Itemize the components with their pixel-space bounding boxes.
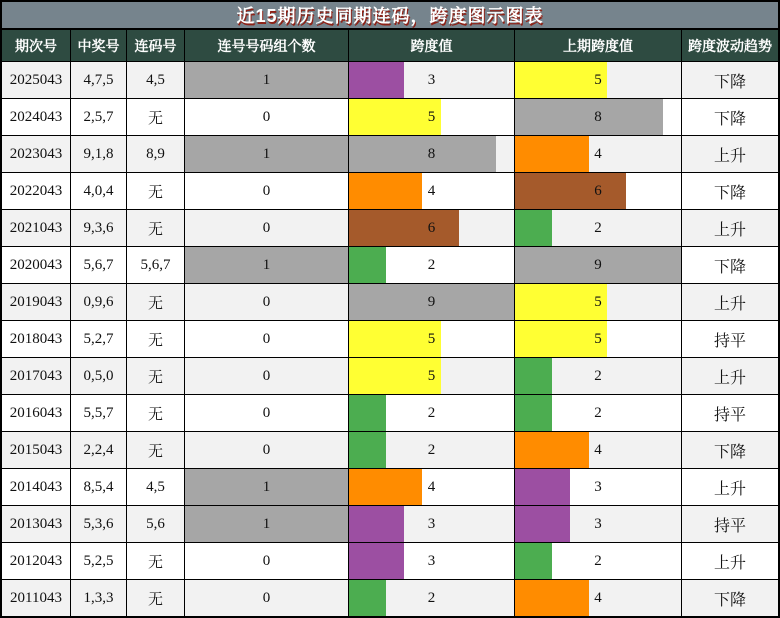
span-value: 8 — [427, 145, 436, 162]
cell-period: 2020043 — [2, 247, 70, 283]
cell-trend: 下降 — [682, 432, 778, 468]
cell-period: 2022043 — [2, 173, 70, 209]
prev-span-value-bar — [515, 136, 589, 172]
cell-span-value — [349, 469, 514, 505]
cell-period: 2019043 — [2, 284, 70, 320]
cell-trend: 下降 — [682, 247, 778, 283]
col-header-consecutive: 连码号 — [127, 30, 184, 61]
cell-trend: 持平 — [682, 506, 778, 542]
prev-span-value-bar — [515, 173, 626, 209]
cell-prev-span-value — [515, 358, 681, 394]
cell-prev-span-value — [515, 395, 681, 431]
span-value: 3 — [427, 552, 436, 569]
cell-period: 2024043 — [2, 99, 70, 135]
span-value-bar — [349, 395, 386, 431]
prev-span-value: 5 — [594, 293, 602, 310]
cell-win-numbers: 5,5,7 — [71, 395, 126, 431]
group-count-value: 0 — [262, 552, 271, 569]
prev-span-value-bar — [515, 395, 552, 431]
cell-win-numbers: 8,5,4 — [71, 469, 126, 505]
cell-prev-span-value — [515, 580, 681, 616]
group-count-value: 0 — [262, 404, 271, 421]
prev-span-value-bar — [515, 99, 663, 135]
cell-group-count — [185, 395, 348, 431]
cell-trend: 上升 — [682, 284, 778, 320]
cell-win-numbers: 5,6,7 — [71, 247, 126, 283]
group-count-value: 1 — [262, 478, 271, 495]
span-value-bar — [349, 469, 422, 505]
cell-period: 2023043 — [2, 136, 70, 172]
cell-span-value — [349, 99, 514, 135]
span-value-bar — [349, 173, 422, 209]
span-value: 2 — [427, 404, 436, 421]
cell-period: 2025043 — [2, 62, 70, 98]
cell-trend: 持平 — [682, 395, 778, 431]
span-value: 5 — [427, 367, 436, 384]
prev-span-value: 2 — [594, 404, 602, 421]
cell-consecutive-numbers: 无 — [127, 395, 184, 431]
data-table — [2, 30, 778, 616]
span-value: 3 — [427, 515, 436, 532]
group-count-value: 1 — [262, 515, 271, 532]
span-value-bar — [349, 62, 404, 98]
prev-span-value-bar — [515, 210, 552, 246]
cell-span-value — [349, 432, 514, 468]
cell-win-numbers: 1,3,3 — [71, 580, 126, 616]
cell-group-count — [185, 432, 348, 468]
group-count-value: 0 — [262, 441, 271, 458]
span-value-bar — [349, 543, 404, 579]
span-value-bar — [349, 580, 386, 616]
col-header-win-numbers: 中奖号 — [71, 30, 126, 61]
prev-span-value: 5 — [594, 330, 602, 347]
cell-period: 2016043 — [2, 395, 70, 431]
cell-trend: 下降 — [682, 62, 778, 98]
cell-group-count — [185, 469, 348, 505]
group-count-value: 0 — [262, 108, 271, 125]
cell-group-count — [185, 506, 348, 542]
cell-group-count — [185, 173, 348, 209]
span-value: 2 — [427, 589, 436, 606]
cell-group-count — [185, 247, 348, 283]
cell-group-count — [185, 321, 348, 357]
cell-prev-span-value — [515, 543, 681, 579]
span-value-bar — [349, 247, 386, 283]
cell-span-value — [349, 543, 514, 579]
cell-group-count — [185, 99, 348, 135]
group-count-value: 0 — [262, 330, 271, 347]
cell-consecutive-numbers: 8,9 — [127, 136, 184, 172]
cell-group-count — [185, 284, 348, 320]
cell-prev-span-value — [515, 136, 681, 172]
cell-consecutive-numbers: 无 — [127, 173, 184, 209]
prev-span-value: 2 — [594, 552, 602, 569]
cell-prev-span-value — [515, 506, 681, 542]
group-count-value: 0 — [262, 182, 271, 199]
cell-trend: 上升 — [682, 543, 778, 579]
prev-span-value: 6 — [594, 182, 602, 199]
cell-win-numbers: 2,2,4 — [71, 432, 126, 468]
cell-consecutive-numbers: 无 — [127, 321, 184, 357]
cell-consecutive-numbers: 无 — [127, 543, 184, 579]
cell-period: 2013043 — [2, 506, 70, 542]
prev-span-value: 2 — [594, 367, 602, 384]
span-value-bar — [349, 432, 386, 468]
span-value: 5 — [427, 108, 436, 125]
span-value: 6 — [427, 219, 436, 236]
span-value: 4 — [427, 182, 436, 199]
col-header-trend: 跨度波动趋势 — [682, 30, 778, 61]
cell-span-value — [349, 210, 514, 246]
cell-win-numbers: 9,1,8 — [71, 136, 126, 172]
cell-group-count — [185, 136, 348, 172]
cell-trend: 上升 — [682, 358, 778, 394]
cell-win-numbers: 5,2,7 — [71, 321, 126, 357]
cell-consecutive-numbers: 5,6,7 — [127, 247, 184, 283]
cell-win-numbers: 5,2,5 — [71, 543, 126, 579]
cell-span-value — [349, 358, 514, 394]
cell-win-numbers: 0,5,0 — [71, 358, 126, 394]
cell-group-count — [185, 210, 348, 246]
cell-period: 2021043 — [2, 210, 70, 246]
span-value: 2 — [427, 441, 436, 458]
cell-consecutive-numbers: 4,5 — [127, 469, 184, 505]
prev-span-value-bar — [515, 506, 570, 542]
col-header-span-value: 跨度值 — [349, 30, 514, 61]
cell-span-value — [349, 62, 514, 98]
cell-span-value — [349, 247, 514, 283]
prev-span-value: 4 — [594, 589, 602, 606]
span-value: 2 — [427, 256, 436, 273]
span-value: 9 — [427, 293, 436, 310]
prev-span-value-bar — [515, 543, 552, 579]
cell-trend: 上升 — [682, 136, 778, 172]
cell-trend: 下降 — [682, 580, 778, 616]
cell-period: 2015043 — [2, 432, 70, 468]
prev-span-value: 9 — [594, 256, 602, 273]
prev-span-value: 2 — [594, 219, 602, 236]
cell-group-count — [185, 543, 348, 579]
cell-period: 2018043 — [2, 321, 70, 357]
cell-span-value — [349, 173, 514, 209]
cell-prev-span-value — [515, 284, 681, 320]
cell-trend: 上升 — [682, 469, 778, 505]
cell-span-value — [349, 321, 514, 357]
group-count-value: 1 — [262, 71, 271, 88]
span-value: 5 — [427, 330, 436, 347]
prev-span-value-bar — [515, 469, 570, 505]
span-value: 3 — [427, 71, 436, 88]
prev-span-value: 4 — [594, 441, 602, 458]
group-count-value: 0 — [262, 367, 271, 384]
cell-consecutive-numbers: 无 — [127, 99, 184, 135]
cell-trend: 持平 — [682, 321, 778, 357]
cell-consecutive-numbers: 无 — [127, 432, 184, 468]
span-value-bar — [349, 210, 459, 246]
col-header-prev-span: 上期跨度值 — [515, 30, 681, 61]
cell-span-value — [349, 136, 514, 172]
col-header-period: 期次号 — [2, 30, 70, 61]
group-count-value: 0 — [262, 589, 271, 606]
cell-trend: 上升 — [682, 210, 778, 246]
prev-span-value-bar — [515, 358, 552, 394]
prev-span-value: 8 — [594, 108, 602, 125]
group-count-value: 1 — [262, 145, 271, 162]
span-value-bar — [349, 506, 404, 542]
cell-consecutive-numbers: 4,5 — [127, 62, 184, 98]
prev-span-value: 3 — [594, 478, 602, 495]
cell-trend: 下降 — [682, 99, 778, 135]
cell-group-count — [185, 62, 348, 98]
cell-consecutive-numbers: 无 — [127, 210, 184, 246]
cell-consecutive-numbers: 无 — [127, 358, 184, 394]
cell-win-numbers: 0,9,6 — [71, 284, 126, 320]
col-header-group-count: 连号号码组个数 — [185, 30, 348, 61]
cell-prev-span-value — [515, 210, 681, 246]
cell-win-numbers: 4,7,5 — [71, 62, 126, 98]
group-count-value: 0 — [262, 219, 271, 236]
cell-prev-span-value — [515, 173, 681, 209]
prev-span-value: 5 — [594, 71, 602, 88]
cell-period: 2011043 — [2, 580, 70, 616]
cell-prev-span-value — [515, 432, 681, 468]
span-value-bar — [349, 136, 496, 172]
prev-span-value-bar — [515, 432, 589, 468]
span-value: 4 — [427, 478, 436, 495]
group-count-value: 0 — [262, 293, 271, 310]
cell-consecutive-numbers: 5,6 — [127, 506, 184, 542]
cell-consecutive-numbers: 无 — [127, 580, 184, 616]
cell-prev-span-value — [515, 99, 681, 135]
cell-span-value — [349, 284, 514, 320]
cell-prev-span-value — [515, 247, 681, 283]
cell-group-count — [185, 580, 348, 616]
cell-win-numbers: 4,0,4 — [71, 173, 126, 209]
cell-trend: 下降 — [682, 173, 778, 209]
prev-span-value: 3 — [594, 515, 602, 532]
cell-prev-span-value — [515, 62, 681, 98]
cell-consecutive-numbers: 无 — [127, 284, 184, 320]
cell-span-value — [349, 580, 514, 616]
cell-win-numbers: 5,3,6 — [71, 506, 126, 542]
cell-prev-span-value — [515, 469, 681, 505]
group-count-value: 1 — [262, 256, 271, 273]
prev-span-value-bar — [515, 580, 589, 616]
cell-win-numbers: 9,3,6 — [71, 210, 126, 246]
cell-win-numbers: 2,5,7 — [71, 99, 126, 135]
cell-group-count — [185, 358, 348, 394]
cell-span-value — [349, 506, 514, 542]
cell-prev-span-value — [515, 321, 681, 357]
prev-span-value: 4 — [594, 145, 602, 162]
cell-span-value — [349, 395, 514, 431]
chart-title: 近15期历史同期连码，跨度图示图表 — [2, 2, 778, 28]
cell-period: 2017043 — [2, 358, 70, 394]
cell-period: 2014043 — [2, 469, 70, 505]
cell-period: 2012043 — [2, 543, 70, 579]
